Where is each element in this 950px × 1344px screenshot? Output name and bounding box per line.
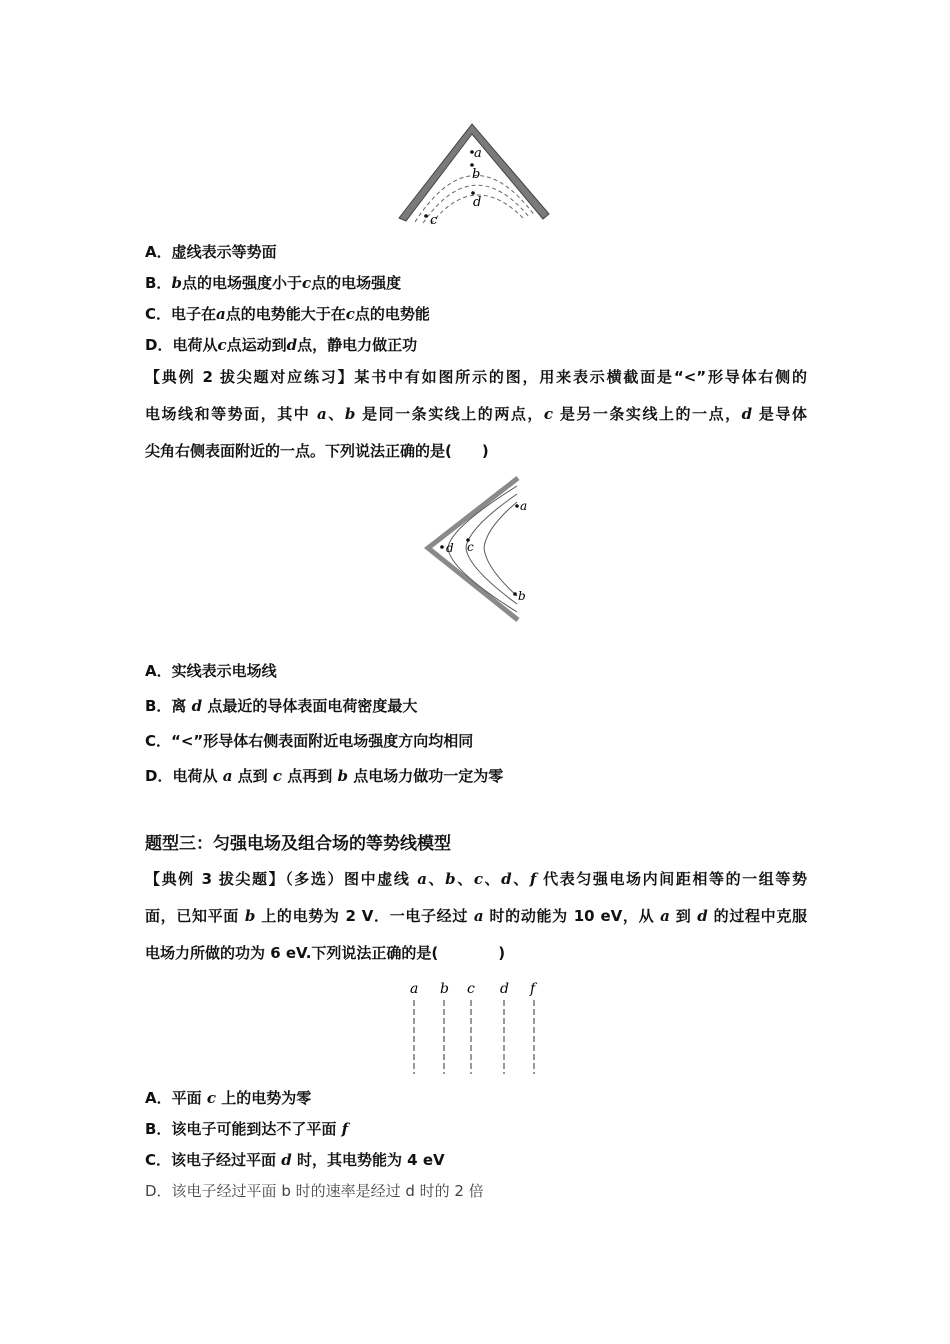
text: 到 <box>669 907 698 925</box>
option-text: 点到 <box>232 767 273 785</box>
text: 电场线和等势面，其中 <box>145 405 318 423</box>
plane-label-b: b <box>440 981 449 997</box>
q1-option-c <box>145 304 430 324</box>
var: c <box>543 405 554 423</box>
option-text: C．电子在 <box>145 305 217 323</box>
option-text: A．虚线表示等势面 <box>145 243 277 261</box>
var: d <box>191 697 203 715</box>
var: a <box>660 907 670 925</box>
var: b <box>344 405 356 423</box>
option-text: B．离 <box>145 697 192 715</box>
plane-label-d: d <box>500 981 509 997</box>
option-text: 点的电势能大于在 <box>225 305 346 323</box>
option-text: 上的电势为零 <box>215 1089 312 1107</box>
option-text: A．实线表示电场线 <box>145 662 277 680</box>
var: b <box>244 907 256 925</box>
var: c <box>217 336 227 354</box>
point-b <box>513 592 517 596</box>
option-text: 时，其电势能为 4 eV <box>291 1151 445 1169</box>
example-2-line-3: 尖角右侧表面附近的一点。下列说法正确的是( ) <box>145 442 489 460</box>
var: d <box>741 405 753 423</box>
plane-label-c: c <box>467 981 475 997</box>
text: 、 <box>455 870 474 888</box>
text: 、 <box>326 405 345 423</box>
label-b: b <box>518 589 526 603</box>
text: 是另一条实线上的一点， <box>553 405 742 423</box>
point-d <box>440 545 444 549</box>
var: a <box>216 305 226 323</box>
text: 、 <box>426 870 446 888</box>
var: c <box>206 1089 216 1107</box>
figure-1-inverted-v-conductor <box>395 120 555 232</box>
q3-option-a <box>145 1088 311 1108</box>
var: f <box>529 870 537 888</box>
text: 面，已知平面 <box>145 907 245 925</box>
var: c <box>301 274 312 292</box>
q2-option-c <box>145 731 473 751</box>
label-a: a <box>474 146 482 161</box>
var: a <box>222 767 233 785</box>
section-3-title: 题型三：匀强电场及组合场的等势线模型 <box>145 834 451 854</box>
option-text: A．平面 <box>145 1089 207 1107</box>
figure-3-equipotential-planes <box>400 976 550 1078</box>
var: c <box>473 870 483 888</box>
var: d <box>281 1151 292 1169</box>
var: a <box>473 907 484 925</box>
text: 是同一条实线上的两点， <box>355 405 544 423</box>
var: f <box>341 1120 349 1138</box>
q1-option-b <box>145 273 401 293</box>
var: d <box>501 870 512 888</box>
var: b <box>337 767 348 785</box>
example-3-line-1 <box>145 869 807 889</box>
label-b: b <box>472 167 481 182</box>
q2-option-a <box>145 661 277 681</box>
q2-option-b <box>145 696 417 716</box>
text: 上的电势为 2 V．一电子经过 <box>255 907 474 925</box>
option-text: 点的电场强度小于 <box>181 274 302 292</box>
q3-option-b <box>145 1119 348 1139</box>
text: 【典例 3 拔尖题】（多选）图中虚线 <box>145 870 418 888</box>
option-text: C．该电子经过平面 <box>145 1151 282 1169</box>
option-text: 点，静电力做正功 <box>297 336 418 354</box>
var: b <box>171 274 182 292</box>
example-2-line-2 <box>145 404 807 424</box>
var: c <box>345 305 355 323</box>
text: 是导体 <box>752 405 807 423</box>
option-text: C．“<”形导体右侧表面附近电场强度方向均相同 <box>145 732 474 750</box>
option-text: 点运动到 <box>226 336 287 354</box>
option-text: 点的电势能 <box>354 305 430 323</box>
var: a <box>417 870 427 888</box>
var: b <box>445 870 456 888</box>
figure-2-angle-conductor <box>420 472 530 624</box>
option-text: 点的电场强度 <box>311 274 402 292</box>
text: 代表匀强电场内间距相等的一组等势 <box>536 870 807 888</box>
plane-label-f: f <box>530 981 536 997</box>
plane-label-a: a <box>410 981 419 997</box>
q1-option-d <box>145 335 417 355</box>
var: d <box>697 907 708 925</box>
label-c: c <box>430 213 438 228</box>
option-text: D．电荷从 <box>145 336 218 354</box>
q1-option-a <box>145 242 277 262</box>
label-d: d <box>446 541 454 555</box>
option-text: 点最近的导体表面电荷密度最大 <box>202 697 418 715</box>
text: 时的动能为 10 eV，从 <box>483 907 661 925</box>
label-d: d <box>473 195 482 210</box>
text: 、 <box>482 870 502 888</box>
q3-option-c <box>145 1150 445 1170</box>
label-a: a <box>520 499 528 513</box>
label-c: c <box>467 540 474 554</box>
option-text: B．该电子可能到达不了平面 <box>145 1120 342 1138</box>
point-c <box>424 214 428 218</box>
example-2-line-1: 【典例 2 拔尖题对应练习】某书中有如图所示的图，用来表示横截面是“<”形导体右侧的 <box>145 368 807 386</box>
option-text: 点电场力做功一定为零 <box>347 767 504 785</box>
point-a <box>515 504 519 508</box>
var: d <box>286 336 298 354</box>
example-3-line-3: 电场力所做的功为 6 eV.下列说法正确的是( ) <box>145 944 506 962</box>
option-text: B． <box>145 274 172 292</box>
q2-option-d <box>145 766 503 786</box>
var: c <box>272 767 283 785</box>
text: 的过程中克服 <box>707 907 807 925</box>
example-3-line-2 <box>145 906 807 926</box>
option-text: D．该电子经过平面 b 时的速率是经过 d 时的 2 倍 <box>145 1182 484 1200</box>
option-text: 点再到 <box>282 767 338 785</box>
text: 、 <box>511 870 530 888</box>
var: a <box>317 405 327 423</box>
q3-option-d <box>145 1181 484 1201</box>
option-text: D．电荷从 <box>145 767 223 785</box>
